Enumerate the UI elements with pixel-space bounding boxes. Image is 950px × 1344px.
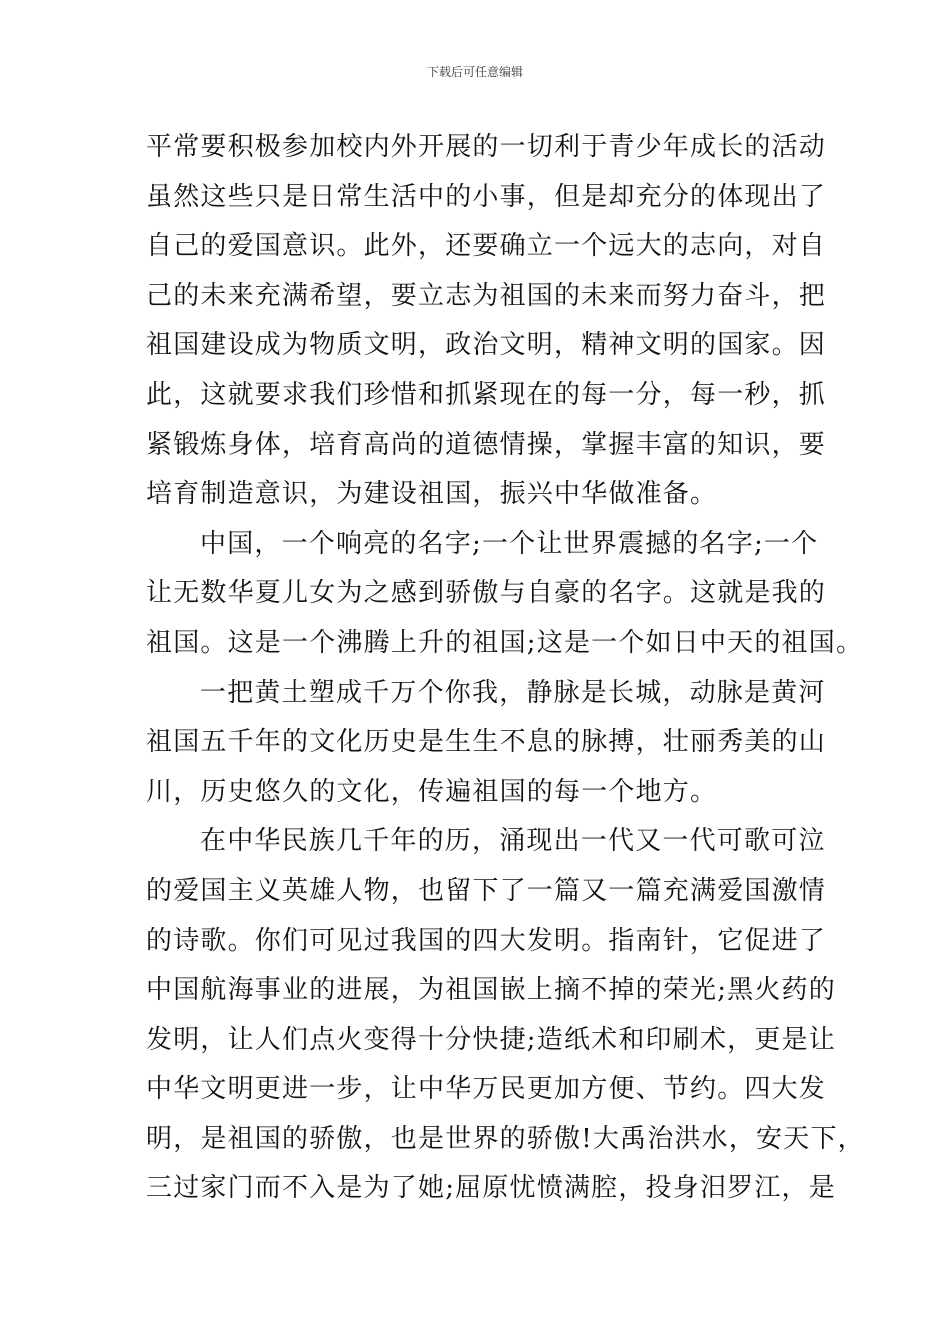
page-header: 下载后可任意编辑 <box>426 65 523 79</box>
text-line: 紧锻炼身体，培育高尚的道德情操，掌握丰富的知识，要 <box>146 429 827 460</box>
text-line: 祖国五千年的文化历史是生生不息的脉搏，壮丽秀美的山 <box>146 727 827 758</box>
text-line: 培育制造意识，为建设祖国，振兴中华做准备。 <box>146 479 718 510</box>
text-line: 虽然这些只是日常生活中的小事，但是却充分的体现出了 <box>146 181 827 212</box>
text-line: 明，是祖国的骄傲，也是世界的骄傲!大禹治洪水，安天下， <box>146 1123 865 1154</box>
text-line: 平常要积极参加校内外开展的一切利于青少年成长的活动 <box>146 132 827 162</box>
text-line: 祖国建设成为物质文明，政治文明，精神文明的国家。因 <box>146 330 827 361</box>
text-line: 三过家门而不入是为了她;屈原忧愤满腔，投身汨罗江，是 <box>146 1173 836 1204</box>
paragraph-first-line: 一把黄土塑成千万个你我，静脉是长城，动脉是黄河 <box>200 677 826 708</box>
text-line: 川，历史悠久的文化，传遍祖国的每一个地方。 <box>146 776 718 807</box>
text-line: 让无数华夏儿女为之感到骄傲与自豪的名字。这就是我的 <box>146 578 827 609</box>
text-line: 己的未来充满希望，要立志为祖国的未来而努力奋斗，把 <box>146 280 827 311</box>
text-line: 中华文明更进一步，让中华万民更加方便、节约。四大发 <box>146 1074 827 1105</box>
paragraph-first-line: 在中华民族几千年的历，涌现出一代又一代可歌可泣 <box>200 826 826 857</box>
text-line: 的诗歌。你们可见过我国的四大发明。指南针，它促进了 <box>146 925 827 956</box>
text-line: 发明，让人们点火变得十分快捷;造纸术和印刷术，更是让 <box>146 1024 836 1055</box>
text-line: 此，这就要求我们珍惜和抓紧现在的每一分，每一秒，抓 <box>146 379 827 410</box>
text-line: 的爱国主义英雄人物，也留下了一篇又一篇充满爱国激情 <box>146 875 827 906</box>
text-line: 祖国。这是一个沸腾上升的祖国;这是一个如日中天的祖国。 <box>146 627 864 658</box>
paragraph-first-line: 中国，一个响亮的名字;一个让世界震撼的名字;一个 <box>200 528 819 559</box>
document-body <box>146 128 865 1219</box>
text-line: 中国航海事业的进展，为祖国嵌上摘不掉的荣光;黑火药的 <box>146 975 836 1006</box>
text-line: 自己的爱国意识。此外，还要确立一个远大的志向，对自 <box>146 231 827 262</box>
